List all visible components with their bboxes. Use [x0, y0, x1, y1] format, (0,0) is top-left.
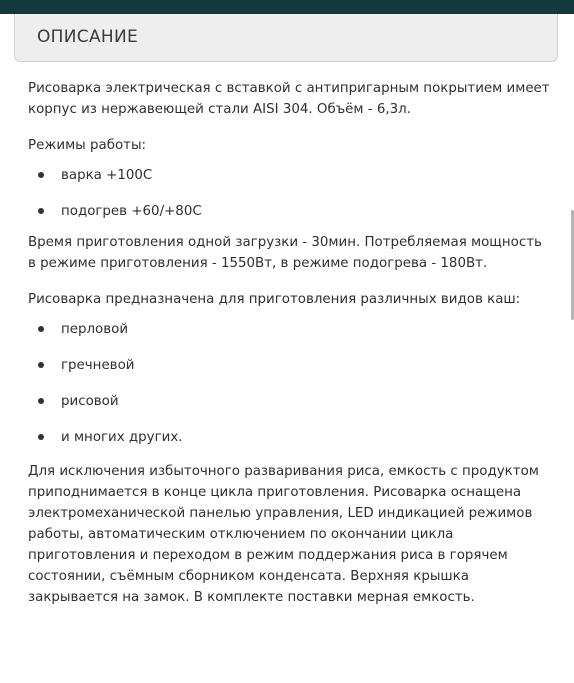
list-item-label: и многих других. — [61, 430, 183, 445]
section-title: ОПИСАНИЕ — [37, 27, 139, 47]
list-item-label: перловой — [61, 322, 129, 337]
description-content — [28, 78, 554, 608]
power-paragraph: Время приготовления одной загрузки - 30мин. Потребляемая мощность в режиме приготовления - 1550Вт, в режиме подогрева - 180Вт. — [28, 235, 542, 271]
list-item-label: рисовой — [61, 394, 119, 409]
bullet-icon — [38, 172, 44, 178]
description-section-header[interactable] — [14, 14, 558, 62]
bullet-icon — [38, 326, 44, 332]
intro-paragraph: Рисоварка электрическая с вставкой с антипригарным покрытием имеет корпус из нержавеющей стали AISI 304. Объём - 6,3л. — [28, 81, 550, 117]
list-item — [28, 319, 554, 355]
list-item — [28, 355, 554, 391]
porridge-list — [28, 319, 554, 463]
porridge-heading: Рисоварка предназначена для приготовления различных видов каш: — [28, 292, 521, 307]
modes-heading: Режимы работы: — [28, 138, 147, 153]
modes-list — [28, 165, 554, 237]
top-bar — [0, 0, 574, 14]
bullet-icon — [38, 362, 44, 368]
list-item — [28, 391, 554, 427]
bullet-icon — [38, 208, 44, 214]
list-item-label: варка +100С — [61, 168, 153, 183]
list-item — [28, 165, 554, 201]
list-item — [28, 201, 554, 237]
bullet-icon — [38, 398, 44, 404]
list-item — [28, 427, 554, 463]
list-item-label: подогрев +60/+80С — [61, 204, 202, 219]
bullet-icon — [38, 434, 44, 440]
features-paragraph: Для исключения избыточного разваривания риса, емкость с продуктом приподнимается в конце цикла приготовления. Рисоварка оснащена электромеханической панелью управления, LED индикацией режимов работы, автоматическим отключением по окончании цикла приготовления и переходом в режим поддержания риса в горячем состоянии, съёмным сборником конденсата. Верхняя крышка закрывается на замок. В комплекте поставки мерная емкость. — [28, 464, 539, 605]
list-item-label: гречневой — [61, 358, 135, 373]
